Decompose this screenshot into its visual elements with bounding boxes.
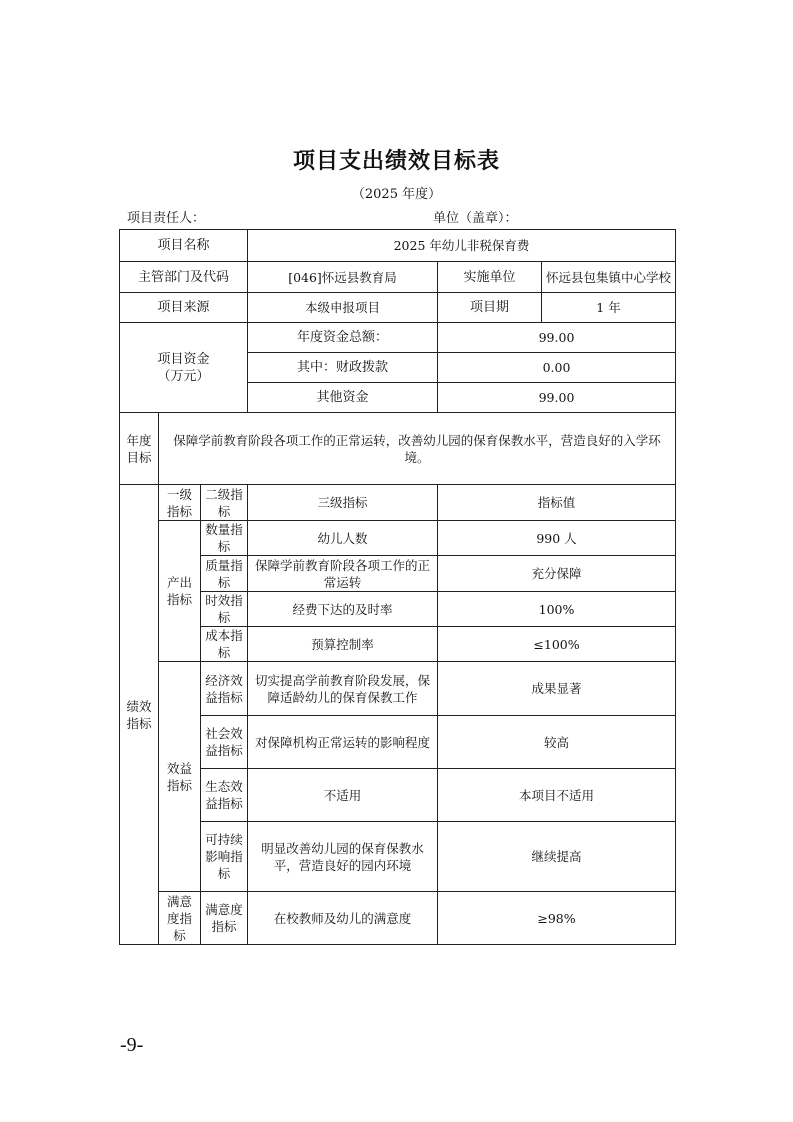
page-title: 项目支出绩效目标表	[292, 148, 500, 174]
indicator-value: 990 人	[438, 521, 676, 556]
col-level1-header: 一级指标	[159, 485, 201, 521]
table-row	[120, 521, 676, 556]
performance-indicator-label: 绩效指标	[120, 485, 159, 945]
funds-total-row	[120, 323, 676, 353]
col-level3-header: 三级指标	[248, 485, 438, 521]
department-row	[120, 262, 676, 293]
performance-target-table	[119, 229, 676, 945]
indicator-level3: 在校教师及幼儿的满意度	[248, 892, 438, 945]
project-name-row	[120, 230, 676, 262]
indicator-level2: 时效指标	[201, 592, 248, 627]
indicator-value: 100%	[438, 592, 676, 627]
table-row	[120, 556, 676, 592]
indicator-level3: 保障学前教育阶段各项工作的正常运转	[248, 556, 438, 592]
indicator-level2: 数量指标	[201, 521, 248, 556]
table-row	[120, 662, 676, 716]
indicator-level3: 预算控制率	[248, 627, 438, 662]
indicator-level3: 经费下达的及时率	[248, 592, 438, 627]
indicator-level2: 可持续影响指标	[201, 822, 248, 892]
col-value-header: 指标值	[438, 485, 676, 521]
indicator-header-row	[120, 485, 676, 521]
indicator-level3: 幼儿人数	[248, 521, 438, 556]
project-period-label: 项目期	[438, 293, 542, 323]
funds-other-label: 其他资金	[248, 383, 438, 413]
indicator-level3: 切实提高学前教育阶段发展，保障适龄幼儿的保育保教工作	[248, 662, 438, 716]
department-value: [046]怀远县教育局	[248, 262, 438, 293]
indicator-level2: 质量指标	[201, 556, 248, 592]
indicator-level2: 满意度指标	[201, 892, 248, 945]
table-row	[120, 716, 676, 769]
funds-fiscal-value: 0.00	[438, 353, 676, 383]
indicator-level3: 明显改善幼儿园的保育保教水平，营造良好的园内环境	[248, 822, 438, 892]
indicator-level3: 对保障机构正常运转的影响程度	[248, 716, 438, 769]
indicator-value: ≤100%	[438, 627, 676, 662]
indicator-level2: 经济效益指标	[201, 662, 248, 716]
funds-other-value: 99.00	[438, 383, 676, 413]
indicator-level2: 生态效益指标	[201, 769, 248, 822]
indicator-level3: 不适用	[248, 769, 438, 822]
funds-fiscal-label: 其中：财政拨款	[248, 353, 438, 383]
department-label: 主管部门及代码	[120, 262, 248, 293]
table-row	[120, 822, 676, 892]
indicator-value: ≥98%	[438, 892, 676, 945]
project-funds-label-line2: （万元）	[157, 368, 210, 384]
fiscal-year: （2025 年度）	[351, 187, 442, 202]
annual-goal-row	[120, 413, 676, 485]
output-indicator-group: 产出指标	[159, 521, 201, 662]
annual-goal-label: 年度目标	[120, 413, 159, 485]
indicator-value: 本项目不适用	[438, 769, 676, 822]
table-row	[120, 627, 676, 662]
indicator-value: 继续提高	[438, 822, 676, 892]
satisfaction-indicator-group: 满意度指标	[159, 892, 201, 945]
project-name-label: 项目名称	[120, 230, 248, 262]
indicator-level2: 成本指标	[201, 627, 248, 662]
indicator-level2: 社会效益指标	[201, 716, 248, 769]
indicator-value: 充分保障	[438, 556, 676, 592]
col-level2-header: 二级指标	[201, 485, 248, 521]
table-row	[120, 892, 676, 945]
table-row	[120, 592, 676, 627]
project-funds-label	[120, 323, 248, 413]
project-period-value: 1 年	[542, 293, 676, 323]
project-funds-label-line1: 项目资金	[157, 351, 210, 367]
page-number: -9-	[120, 1034, 144, 1056]
project-source-label: 项目来源	[120, 293, 248, 323]
implementing-unit-value: 怀远县包集镇中心学校	[542, 262, 676, 293]
indicator-value: 较高	[438, 716, 676, 769]
annual-goal-text: 保障学前教育阶段各项工作的正常运转，改善幼儿园的保育保教水平，营造良好的入学环境。	[159, 413, 676, 485]
benefit-indicator-group: 效益指标	[159, 662, 201, 892]
funds-total-value: 99.00	[438, 323, 676, 353]
responsible-person-label: 项目责任人：	[127, 211, 206, 226]
indicator-value: 成果显著	[438, 662, 676, 716]
project-source-row	[120, 293, 676, 323]
project-source-value: 本级申报项目	[248, 293, 438, 323]
project-name-value: 2025 年幼儿非税保育费	[248, 230, 676, 262]
table-row	[120, 769, 676, 822]
implementing-unit-label: 实施单位	[438, 262, 542, 293]
unit-seal-label: 单位（盖章）：	[433, 211, 518, 226]
funds-total-label: 年度资金总额：	[248, 323, 438, 353]
